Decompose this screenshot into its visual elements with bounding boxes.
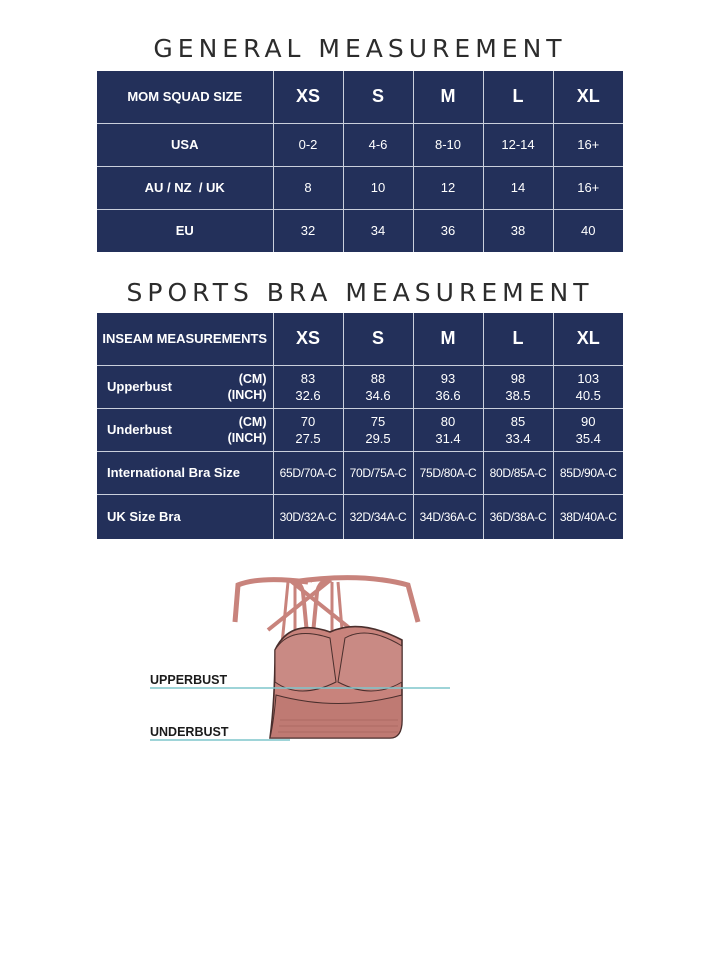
inch-value: 33.4 [505, 430, 531, 446]
table-cell: 40 [553, 209, 623, 252]
table-row-international [97, 451, 623, 494]
unit-cm: (CM) [238, 371, 267, 386]
inch-value: 35.4 [575, 430, 601, 446]
header-label: MOM SQUAD SIZE [97, 71, 273, 123]
table-cell [483, 408, 553, 451]
size-header: L [483, 313, 553, 365]
bra-left-cup [275, 634, 336, 691]
table-cell: 70D/75A-C [343, 451, 413, 494]
unit-inch: (INCH) [227, 387, 267, 402]
cm-value: 103 [577, 370, 600, 386]
cm-value: 80 [440, 413, 456, 429]
size-header: XL [553, 313, 623, 365]
table-cell [553, 365, 623, 408]
table-cell: 38D/40A-C [553, 494, 623, 539]
row-label: AU / NZ / UK [97, 166, 273, 209]
table-cell: 16+ [553, 123, 623, 166]
row-label: Underbust [107, 422, 172, 437]
table-cell: 16+ [553, 166, 623, 209]
size-header: XL [553, 71, 623, 123]
size-header: XS [273, 71, 343, 123]
inch-value: 31.4 [435, 430, 461, 446]
row-label: UK Size Bra [97, 494, 273, 539]
unit-inch: (INCH) [227, 430, 267, 445]
inch-value: 40.5 [575, 387, 601, 403]
inch-value: 36.6 [435, 387, 461, 403]
bra-measurement-illustration [140, 570, 460, 750]
cm-value: 70 [300, 413, 316, 429]
table-row [97, 166, 623, 209]
unit-cm: (CM) [238, 414, 267, 429]
table-cell: 10 [343, 166, 413, 209]
row-label: Upperbust [107, 379, 172, 394]
table-row-underbust [97, 408, 623, 451]
table-cell: 38 [483, 209, 553, 252]
inch-value: 34.6 [365, 387, 391, 403]
table-cell [413, 408, 483, 451]
table-cell [483, 365, 553, 408]
table-cell: 12-14 [483, 123, 553, 166]
size-header: M [413, 71, 483, 123]
table-cell: 8-10 [413, 123, 483, 166]
table-cell [343, 408, 413, 451]
cm-value: 85 [510, 413, 526, 429]
inch-value: 29.5 [365, 430, 391, 446]
table-cell: 4-6 [343, 123, 413, 166]
table-cell [343, 365, 413, 408]
general-measurement-title: GENERAL MEASUREMENT [153, 34, 567, 63]
table-row-upperbust [97, 365, 623, 408]
table-cell: 65D/70A-C [273, 451, 343, 494]
table-cell: 0-2 [273, 123, 343, 166]
size-header: S [343, 313, 413, 365]
table-cell: 34 [343, 209, 413, 252]
bra-right-cup [338, 633, 402, 691]
table-cell [413, 365, 483, 408]
underbust-label: UNDERBUST [150, 725, 229, 739]
table-header-row [97, 71, 623, 123]
row-label: EU [97, 209, 273, 252]
cm-value: 83 [300, 370, 316, 386]
table-cell: 75D/80A-C [413, 451, 483, 494]
table-cell: 30D/32A-C [273, 494, 343, 539]
inch-value: 27.5 [295, 430, 321, 446]
cm-value: 93 [440, 370, 456, 386]
table-row [97, 123, 623, 166]
table-cell: 36D/38A-C [483, 494, 553, 539]
table-cell: 14 [483, 166, 553, 209]
upperbust-label: UPPERBUST [150, 673, 228, 687]
unit-labels [228, 371, 267, 403]
cm-value: 88 [370, 370, 386, 386]
table-cell: 80D/85A-C [483, 451, 553, 494]
table-cell: 85D/90A-C [553, 451, 623, 494]
table-cell: 32D/34A-C [343, 494, 413, 539]
row-label-cell [97, 408, 273, 451]
cm-value: 90 [581, 413, 596, 429]
row-label: International Bra Size [97, 451, 273, 494]
inch-value: 32.6 [295, 387, 321, 403]
size-header: L [483, 71, 553, 123]
table-cell: 32 [273, 209, 343, 252]
size-header: XS [273, 313, 343, 365]
table-cell [273, 365, 343, 408]
table-cell: 34D/36A-C [413, 494, 483, 539]
size-header: M [413, 313, 483, 365]
table-cell: 36 [413, 209, 483, 252]
cm-value: 98 [510, 370, 526, 386]
table-cell [273, 408, 343, 451]
table-row [97, 209, 623, 252]
table-header-row [97, 313, 623, 365]
general-size-table [97, 71, 623, 252]
row-label-cell [97, 365, 273, 408]
inch-value: 38.5 [505, 387, 531, 403]
table-cell: 12 [413, 166, 483, 209]
unit-labels [228, 414, 267, 446]
bra-size-table [97, 313, 623, 539]
table-cell: 8 [273, 166, 343, 209]
cm-value: 75 [370, 413, 386, 429]
header-label: INSEAM MEASUREMENTS [97, 313, 273, 365]
sports-bra-measurement-title: SPORTS BRA MEASUREMENT [126, 278, 594, 307]
table-cell [553, 408, 623, 451]
row-label: USA [97, 123, 273, 166]
size-header: S [343, 71, 413, 123]
table-row-uk [97, 494, 623, 539]
